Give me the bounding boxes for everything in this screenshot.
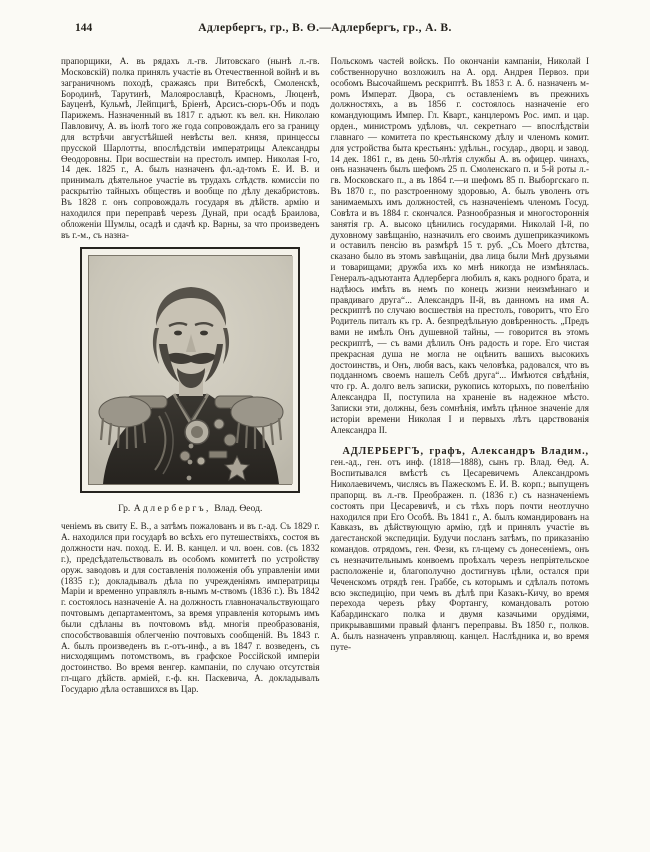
page-number: 144 bbox=[75, 22, 93, 34]
text-columns bbox=[0, 56, 650, 695]
left-column bbox=[61, 56, 320, 695]
portrait-caption-prefix: Гр. bbox=[118, 503, 131, 515]
entry-body-text: ген.-ад., ген. отъ инф. (1818—1888), сынъ гр. Влад. Өед. А. Воспитывался вмѣстѣ съ Цесаревичемъ Александромъ Николаевичемъ, числясь въ Пажескомъ Е. И. В. корп.; выпущенъ прапорщ. въ л.-гв. Преображен. п. (1836 г.) съ назначеніемъ состоять при Цесаревичѣ, и съ тѣхъ поръ почти неотлучно находился при Его Особѣ. Въ 1841 г., А. былъ командированъ на Кавказъ, въ дѣйствующую армію, гдѣ и принялъ участіе въ дагестанской экспедиціи. Будучи посланъ затѣмъ, по приказанію командов. отрядомъ, ген. Фези, къ гл-щему съ донесеніемъ, онъ съ незначительнымъ конвоемъ проѣхалъ черезъ непріятельское расположеніе и, благополучно достигнувъ цѣли, остался при Чеченскомъ отрядѣ ген. Граббе, съ которымъ и сдѣлалъ потомъ всю экспедицію, при чемъ въ дѣлѣ при Казакъ-Кичу, во время перехода черезъ рѣку Фортангу, командовалъ ротою Кабардинскаго полка и двумя казачьими орудіями, прикрывавшими правый флангъ переправы. Въ 1850 г., полков. А. былъ назначенъ управляющ. канцел. Наслѣдника и, во время путе- bbox=[330, 457, 589, 652]
right-column-paragraph-1: Польскомъ частей войскъ. По окончаніи кампаніи, Николай I собственноручно возложилъ на А. орд. Андрея Первоз. при особомъ Высочайшемъ рескриптѣ. Въ 1853 г. А. б. назначенъ м-ромъ Императ. Двора, съ оставленіемъ въ прежнихъ должностяхъ, а въ 1856 г. состоялось назначеніе его командующимъ Импер. Гл. Кварт., канцлеромъ Рос. имп. и цар. орден., министромъ удѣловъ, чл. секретнаго — впослѣдствіи главнаго — комитета по крестьянскому дѣлу и членомъ комит. для устройства быта крестьянъ: удѣльн., государ., дворц. и завод. 14 дек. 1861 г., въ день 50-лѣтія службы А. въ офицер. чинахъ, онъ назначенъ былъ шефомъ 25 п. Смоленскаго п. и 5-й роты л.-гв. Московскаго п., а въ 1864 г.—и шефомъ 85 п. Выборгскаго п. Въ 1870 г., по разстроенному здоровью, А. былъ уволенъ отъ занимаемыхъ имъ должностей, съ назначеніемъ членомъ Госуд. Совѣта и въ 1884 г. скончался. Разнообразныя и многостороннія занятія гр. А. высоко цѣнились государями. Николай I-й, по духовному завѣщанію, назначилъ его своимъ душеприказчикомъ и оставилъ пенсію въ размѣрѣ 15 т. руб. „Съ Моего дѣтства, сказано было въ этомъ завѣщаніи, два лица были Мнѣ друзьями и товарищами; дружба ихъ ко мнѣ никогда не измѣнялась. Генералъ-адъютанта Адлерберга любилъ я, какъ родного брата, и надѣюсь имѣть въ немъ по конецъ жизни неизмѣннаго и правдиваго друга“... Александръ II-й, въ данномъ на имя А. рескриптѣ по случаю восшествія на престолъ, говоритъ, что Его Родитель питалъ къ гр. А. безпредѣльную довѣренность. „Предъ вами не имѣлъ Онъ душевной тайны, — говорится въ этомъ рескриптѣ, — съ вами дѣлилъ Онъ радость и горе. Его чистая прекрасная душа не могла не оцѣнить вашихъ высокихъ достоинствъ, и Онъ, любя васъ, какъ человѣка, радовался, что въ подданномъ своемъ нашелъ Себѣ друга“... Имѣются свѣдѣнія, что гр. А. долго велъ записки, рукопись которыхъ, по повелѣнію Александра II, поступила на храненіе въ надежное мѣсто. Записки эти, должны, безъ сомнѣнія, имѣть цѣнное значеніе для исторіи времени Николая I и первыхъ лѣтъ царствованія Александра II. bbox=[330, 56, 589, 435]
portrait-image bbox=[88, 255, 292, 485]
running-title: Адлербергъ, гр., В. Ө.—Адлербергъ, гр., А. В. bbox=[198, 22, 452, 34]
portrait-frame bbox=[80, 247, 300, 493]
portrait-caption-name: Адлербергъ, bbox=[133, 503, 211, 515]
portrait-figure bbox=[80, 247, 300, 514]
entry-headword: АДЛЕРБЕРГЪ, графъ, Александръ Владим., bbox=[342, 445, 589, 457]
page-header bbox=[0, 0, 650, 52]
right-column bbox=[331, 56, 590, 695]
left-column-paragraph-2: ченіемъ въ свиту Е. В., а затѣмъ пожалованъ и въ г.-ад. Съ 1829 г. А. находился при государѣ во всѣхъ его путешествіяхъ, состоя въ должности нач. поход. Е. И. В. канцел. и чл. воен. сов. (съ 1832 г.), предсѣдательствовалъ въ особомъ комитетѣ по устройству оруж. заводовъ и для составленія положенія объ управленіи ими (1835 г.); докладывалъ дѣла по учрежденіямъ императрицы Маріи и временно управлялъ в-нымъ м-ствомъ (1836 г.). Въ 1842 г. состоялось назначеніе А. на должность главноначальствующаго почтовымъ департаментомъ, за время управленія которымъ имъ были сдѣланы въ почтовомъ вѣд. многія преобразованія, способствовавшія облегченію почтовыхъ сообщеній. Въ 1843 г. А. былъ произведенъ въ г.-отъ-инф., а въ 1847 г. возведенъ, съ нисходящимъ потомствомъ, въ графское Россійской имперіи достоинство. Во время венгер. кампаніи, по случаю отсутствія гл-щаго дѣйств. арміей, г.-ф. кн. Паскевича, А. докладывалъ Государю дѣла оставшихся въ Цар. bbox=[61, 521, 320, 694]
left-column-paragraph-1: прапорщики, А. въ рядахъ л.-гв. Литовскаго (нынѣ л.-гв. Московскій) полка принялъ участіе въ Отечественной войнѣ и въ заграничномъ походѣ, сражаясь при Витебскѣ, Смоленскѣ, Бородинѣ, Тарутинѣ, Малоярославцѣ, Красномъ, Люценѣ, Бауценѣ, Кульмѣ, Лейпцигѣ, Бріенѣ, Арсисъ-сюръ-Объ и подъ Парижемъ. Назначенный въ 1817 г. адъют. къ вел. кн. Николаю Павловичу, А. въ іюлѣ того же года сопровождалъ его за границу для встрѣчи августѣйшей невѣсты вел. князя, принцессы прусской Шарлотты, впослѣдствіи императрицы Александры Өеодоровны. При восшествіи на престолъ импер. Николая I-го, 14 дек. 1825 г., А. былъ назначенъ фл.-ад-томъ Е. И. В. и принималъ дѣятельное участіе въ трудахъ слѣдств. комиссіи по раскрытію тайныхъ обществъ и вообще по дѣлу декабристовъ. Въ 1828 г. онъ сопровождалъ государя въ дѣйств. армію и находился при переправѣ черезъ Дунай, при осадѣ Браилова, обложеніи Шумлы, осадѣ и сдачѣ кр. Варны, за что произведенъ въ г.-м., съ назна- bbox=[61, 56, 320, 240]
portrait-engraving bbox=[89, 256, 293, 484]
portrait-caption bbox=[80, 503, 300, 514]
portrait-caption-suffix: Влад. Өеод. bbox=[214, 503, 263, 515]
entry-adlerberg-alexander bbox=[331, 446, 590, 653]
